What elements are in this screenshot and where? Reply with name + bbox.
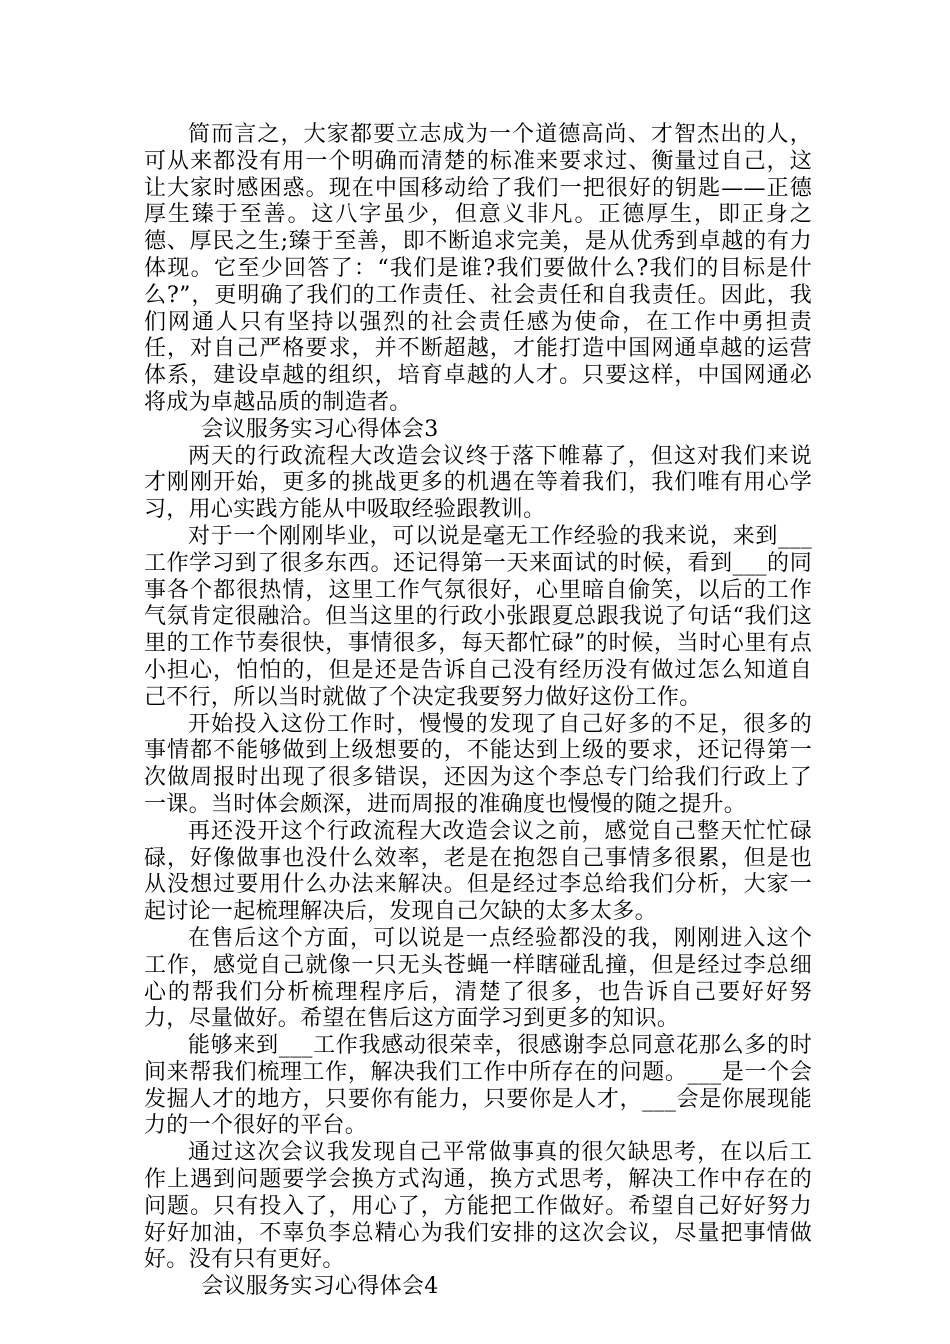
paragraph: 对于一个刚刚毕业，可以说是毫无工作经验的我来说，来到___工作学习到了很多东西。还记得第一天来面试的时候，看到___的同事各个都很热情，这里工作气氛很好，心里暗自偷笑，以后的工作气氛肯定很融洽。但当这里的行政小张跟夏总跟我说了句话“我们这里的工作节奏很快，事情很多，每天都忙碌”的时候，当时心里有点小担心，怕怕的，但是还是告诉自己没有经历没有做过怎么知道自己不行，所以当时就做了个决定我要努力做好这份工作。 [144, 523, 812, 710]
paragraph: 能够来到___工作我感动很荣幸，很感谢李总同意花那么多的时间来帮我们梳理工作，解决我们工作中所存在的问题。___是一个会发掘人才的地方，只要你有能力，只要你是人才，___会是你展现能力的一个很好的平台。 [144, 1033, 812, 1139]
section-heading: 会议服务实习心得体会4 [201, 1274, 439, 1300]
section-heading: 会议服务实习心得体会3 [201, 416, 439, 442]
paragraph: 两天的行政流程大改造会议终于落下帷幕了，但这对我们来说才刚刚开始，更多的挑战更多的机遇在等着我们，我们唯有用心学习，用心实践方能从中吸取经验跟教训。 [144, 443, 812, 523]
document-body [144, 122, 812, 1301]
paragraph: 开始投入这份工作时，慢慢的发现了自己好多的不足，很多的事情都不能够做到上级想要的，不能达到上级的要求，还记得第一次做周报时出现了很多错误，还因为这个李总专门给我们行政上了一课。当时体会颇深，进而周报的准确度也慢慢的随之提升。 [144, 711, 812, 817]
paragraph: 在售后这个方面，可以说是一点经验都没的我，刚刚进入这个工作，感觉自己就像一只无头苍蝇一样瞎碰乱撞，但是经过李总细心的帮我们分析梳理程序后，清楚了很多，也告诉自己要好好努力，尽量做好。希望在售后这方面学习到更多的知识。 [144, 925, 812, 1032]
paragraph: 简而言之，大家都要立志成为一个道德高尚、才智杰出的人，可从来都没有用一个明确而清楚的标准来要求过、衡量过自己，这让大家时感困惑。现在中国移动给了我们一把很好的钥匙——正德厚生臻于至善。这八字虽少，但意义非凡。正德厚生，即正身之德、厚民之生;臻于至善，即不断追求完美，是从优秀到卓越的有力体现。它至少回答了：“我们是谁?我们要做什么?我们的目标是什么?”，更明确了我们的工作责任、社会责任和自我责任。因此，我们网通人只有坚持以强烈的社会责任感为使命，在工作中勇担责任，对自己严格要求，并不断超越，才能打造中国网通卓越的运营体系，建设卓越的组织，培育卓越的人才。只要这样，中国网通必将成为卓越品质的制造者。 [144, 122, 812, 415]
paragraph: 再还没开这个行政流程大改造会议之前，感觉自己整天忙忙碌碌，好像做事也没什么效率，老是在抱怨自己事情多很累，但是也从没想过要用什么办法来解决。但是经过李总给我们分析，大家一起讨论一起梳理解决后，发现自己欠缺的太多太多。 [144, 818, 812, 925]
paragraph: 通过这次会议我发现自己平常做事真的很欠缺思考，在以后工作上遇到问题要学会换方式沟通，换方式思考，解决工作中存在的问题。只有投入了，用心了，方能把工作做好。希望自己好好努力好好加油，不辜负李总精心为我们安排的这次会议，尽量把事情做好。没有只有更好。 [144, 1140, 812, 1273]
